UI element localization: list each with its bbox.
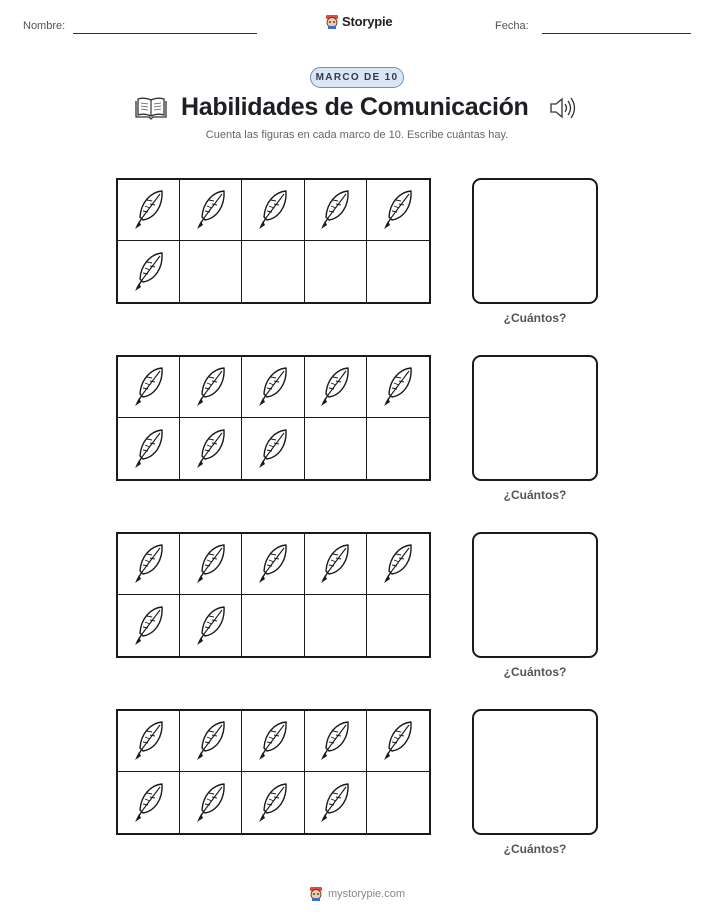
how-many-label: ¿Cuántos? xyxy=(503,488,567,502)
ten-frame-cell xyxy=(305,241,367,302)
ten-frame-cell xyxy=(118,241,180,302)
footer xyxy=(0,886,714,901)
category-badge: MARCO DE 10 xyxy=(310,67,404,88)
footer-url[interactable]: mystorypie.com xyxy=(327,887,406,900)
ten-frame-cell xyxy=(305,711,367,772)
ten-frame xyxy=(116,709,431,835)
quill-feather-icon xyxy=(193,719,229,763)
ten-frame-cell xyxy=(118,534,180,595)
quill-feather-icon xyxy=(131,781,167,825)
ten-frame-cell xyxy=(367,418,429,479)
ten-frame-cell xyxy=(118,180,180,241)
ten-frame-cell xyxy=(305,534,367,595)
quill-feather-icon xyxy=(193,365,229,409)
quill-feather-icon xyxy=(317,781,353,825)
open-book-icon xyxy=(134,95,168,121)
ten-frame xyxy=(116,532,431,658)
how-many-label: ¿Cuántos? xyxy=(503,665,567,679)
answer-box[interactable] xyxy=(472,709,598,835)
ten-frame-cell xyxy=(180,772,242,833)
quill-feather-icon xyxy=(380,542,416,586)
quill-feather-icon xyxy=(131,719,167,763)
ten-frame-cell xyxy=(305,595,367,656)
ten-frame-cell xyxy=(180,241,242,302)
ten-frame-cell xyxy=(118,711,180,772)
ten-frame xyxy=(116,178,431,304)
ten-frame-cell xyxy=(242,711,304,772)
quill-feather-icon xyxy=(255,427,291,471)
ten-frame-cell xyxy=(242,595,304,656)
quill-feather-icon xyxy=(131,604,167,648)
ten-frame-cell xyxy=(367,711,429,772)
ten-frame-cell xyxy=(180,711,242,772)
quill-feather-icon xyxy=(317,542,353,586)
ten-frame-cell xyxy=(367,772,429,833)
quill-feather-icon xyxy=(193,188,229,232)
ten-frame-cell xyxy=(242,418,304,479)
quill-feather-icon xyxy=(131,188,167,232)
date-label: Fecha: xyxy=(495,20,529,32)
sound-waves-icon xyxy=(548,94,578,122)
quill-feather-icon xyxy=(255,542,291,586)
ten-frame-cell xyxy=(180,418,242,479)
answer-box[interactable] xyxy=(472,178,598,304)
footer-mascot-icon xyxy=(309,886,323,901)
ten-frame-cell xyxy=(367,595,429,656)
quill-feather-icon xyxy=(131,365,167,409)
quill-feather-icon xyxy=(193,781,229,825)
ten-frame-cell xyxy=(242,357,304,418)
ten-frame-cell xyxy=(242,180,304,241)
quill-feather-icon xyxy=(380,188,416,232)
title-row xyxy=(0,90,714,126)
date-line[interactable] xyxy=(542,33,691,34)
ten-frame-cell xyxy=(367,241,429,302)
quill-feather-icon xyxy=(255,719,291,763)
ten-frame-cell xyxy=(118,418,180,479)
answer-box[interactable] xyxy=(472,532,598,658)
quill-feather-icon xyxy=(131,427,167,471)
ten-frame-cell xyxy=(180,180,242,241)
name-label: Nombre: xyxy=(23,20,66,32)
ten-frame-cell xyxy=(180,357,242,418)
ten-frame-cell xyxy=(305,418,367,479)
ten-frame-cell xyxy=(180,534,242,595)
answer-box[interactable] xyxy=(472,355,598,481)
ten-frame-cell xyxy=(367,534,429,595)
instructions: Cuenta las figuras en cada marco de 10. Escribe cuántas hay. xyxy=(205,129,509,141)
ten-frame-cell xyxy=(242,772,304,833)
ten-frame-cell xyxy=(242,534,304,595)
quill-feather-icon xyxy=(193,427,229,471)
how-many-label: ¿Cuántos? xyxy=(503,842,567,856)
ten-frame-cell xyxy=(118,595,180,656)
ten-frame-cell xyxy=(305,180,367,241)
page-title: Habilidades de Comunicación xyxy=(181,93,529,121)
ten-frame-cell xyxy=(305,772,367,833)
ten-frame-cell xyxy=(242,241,304,302)
ten-frame-cell xyxy=(305,357,367,418)
quill-feather-icon xyxy=(380,365,416,409)
quill-feather-icon xyxy=(193,542,229,586)
quill-feather-icon xyxy=(380,719,416,763)
quill-feather-icon xyxy=(255,365,291,409)
how-many-label: ¿Cuántos? xyxy=(503,311,567,325)
ten-frame-cell xyxy=(367,357,429,418)
quill-feather-icon xyxy=(131,250,167,294)
quill-feather-icon xyxy=(255,188,291,232)
ten-frame-cell xyxy=(367,180,429,241)
quill-feather-icon xyxy=(193,604,229,648)
ten-frame-cell xyxy=(118,772,180,833)
quill-feather-icon xyxy=(317,719,353,763)
quill-feather-icon xyxy=(255,781,291,825)
ten-frame-cell xyxy=(118,357,180,418)
brand-logo xyxy=(325,14,392,29)
quill-feather-icon xyxy=(317,365,353,409)
brand-name: Storypie xyxy=(342,14,393,29)
quill-feather-icon xyxy=(131,542,167,586)
quill-feather-icon xyxy=(317,188,353,232)
ten-frame xyxy=(116,355,431,481)
ten-frame-cell xyxy=(180,595,242,656)
mascot-icon xyxy=(325,14,339,29)
name-line[interactable] xyxy=(73,33,257,34)
